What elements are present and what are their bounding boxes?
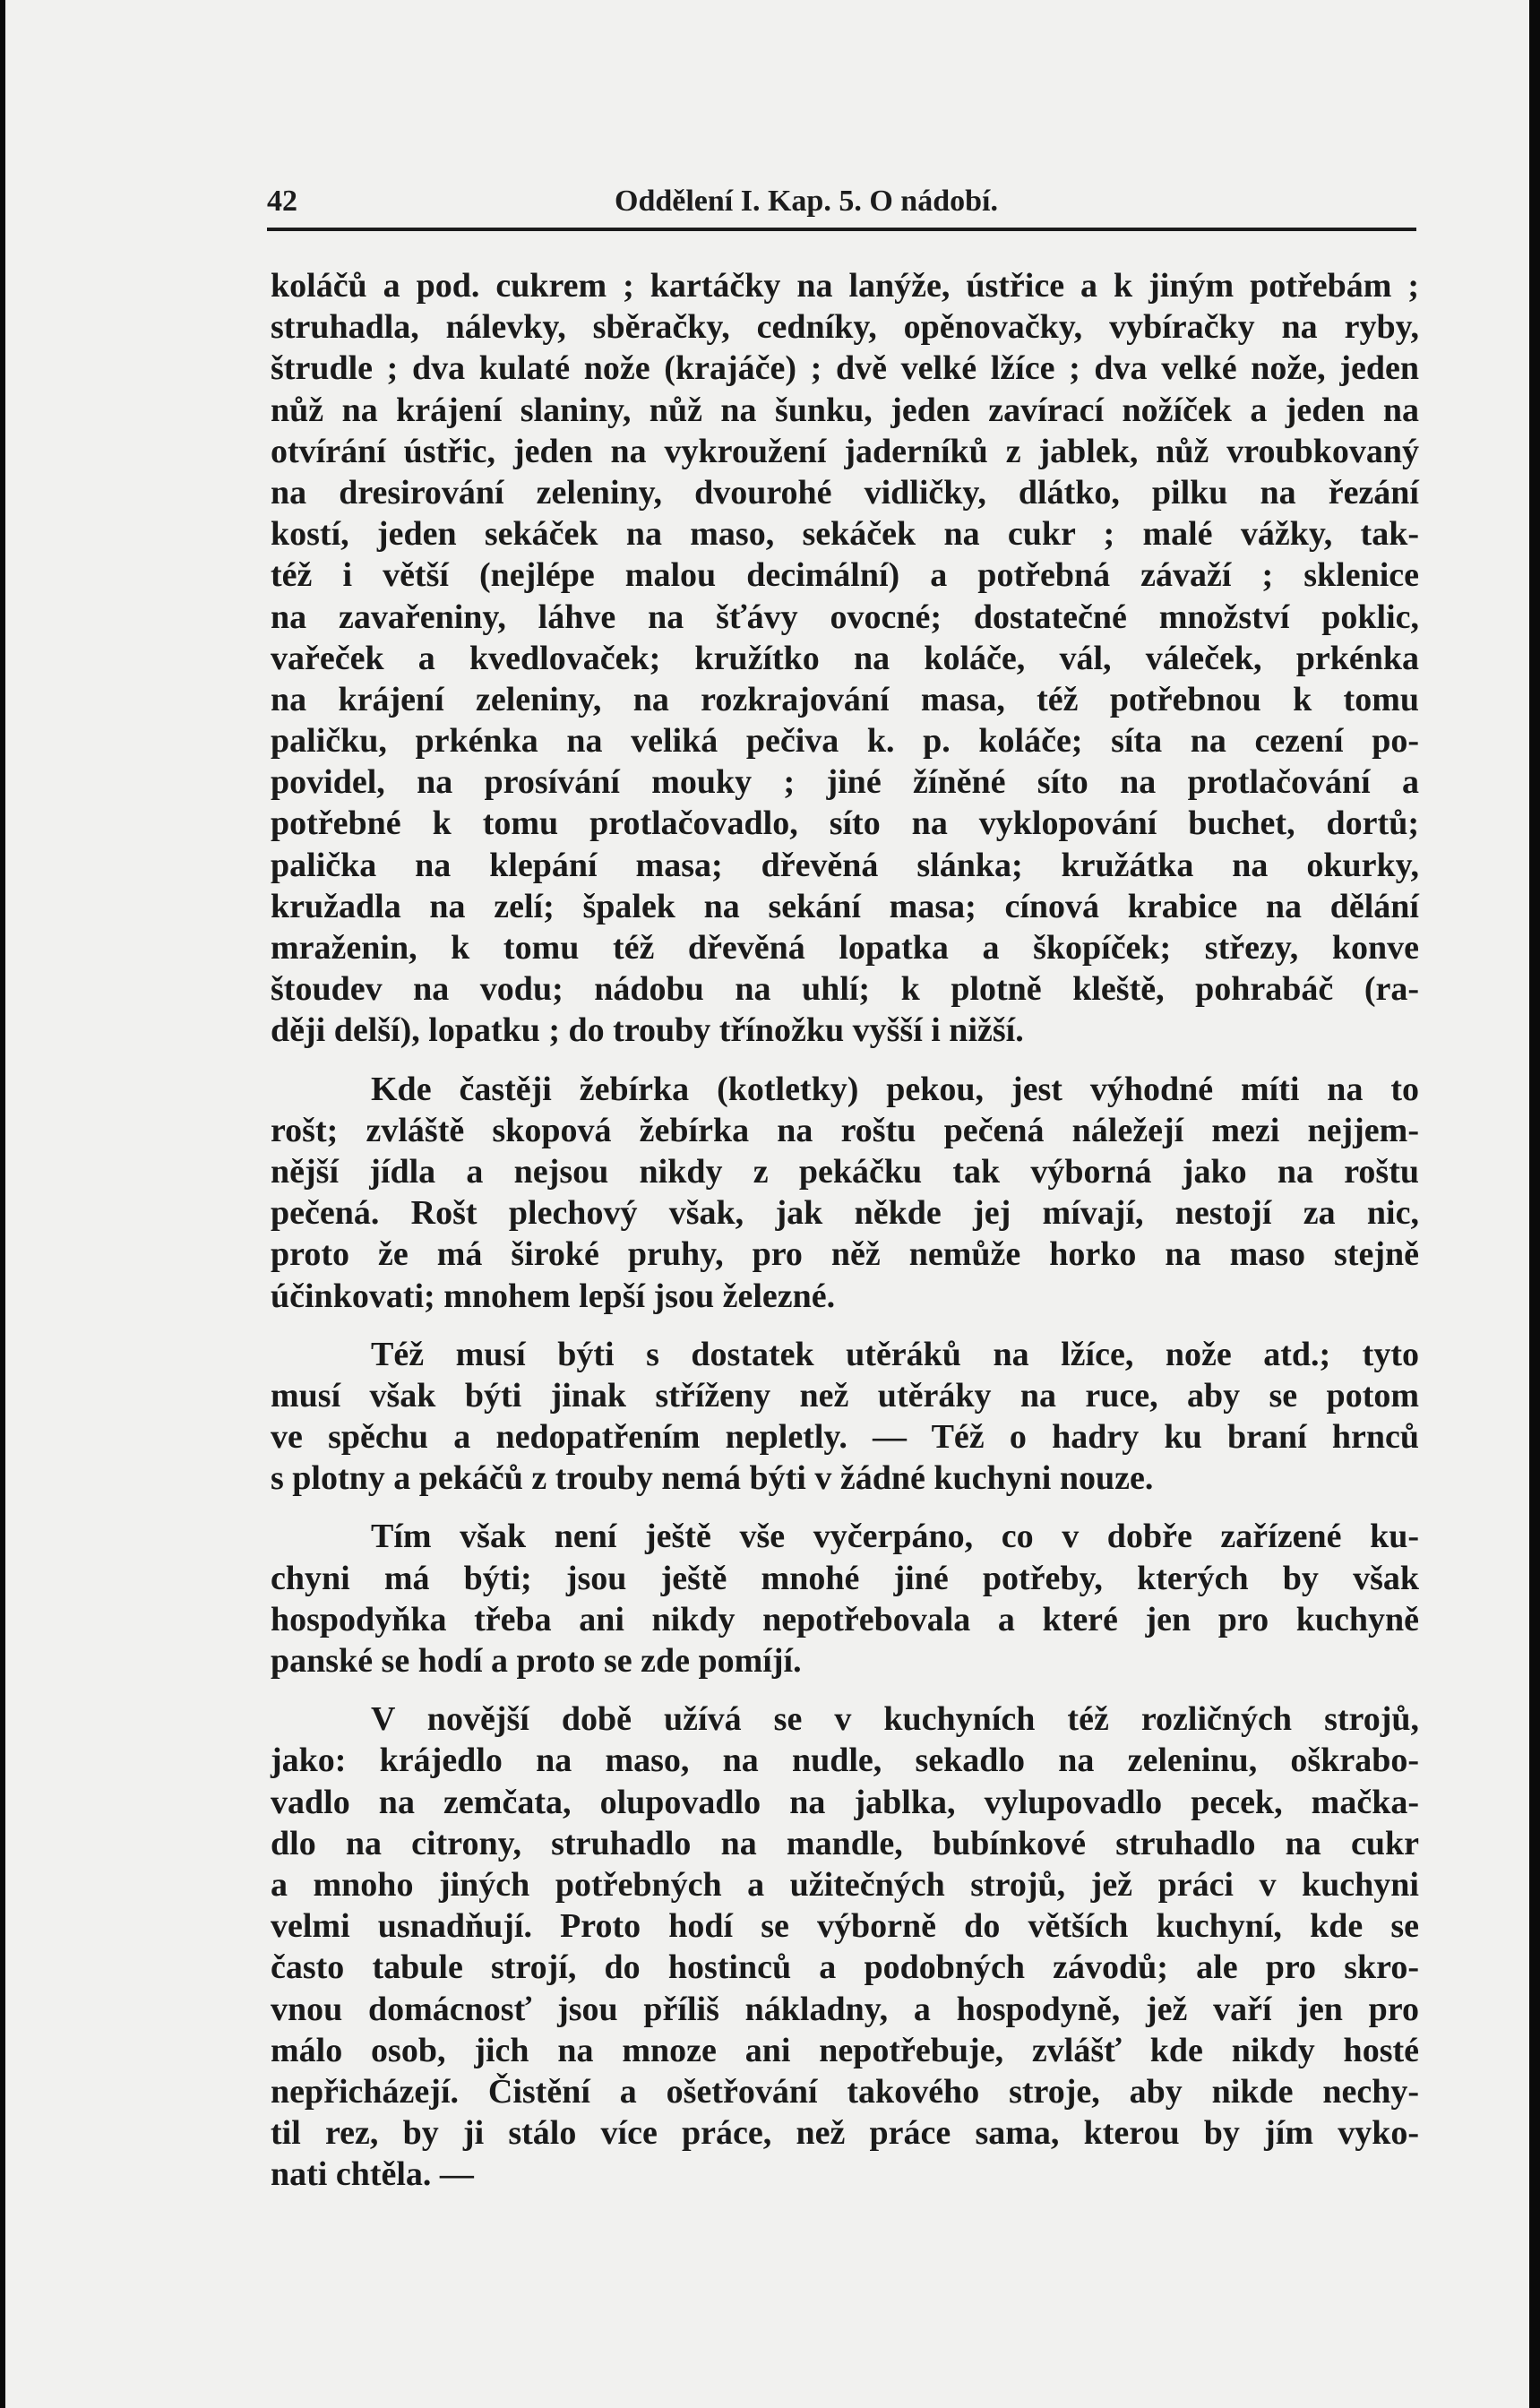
text-line-first: Kde častěji žebírka (kotletky) pekou, jest výhodné míti na to (371, 1070, 1419, 1108)
text-line: pečená. Rošt plechový však, jak někde jej mívají, nestojí za nic, (271, 1194, 1419, 1233)
text-line: vnou domácnosť jsou příliš nákladny, a hospodyně, jež vaří jen pro (271, 1990, 1419, 2028)
paragraph-towels (271, 1334, 1419, 1500)
page-number: 42 (267, 185, 297, 218)
paragraph-machines (271, 1698, 1419, 2195)
paragraph-grill (271, 1069, 1419, 1317)
text-line: palička na klepání masa; dřevěná slánka; kružátka na okurky, (271, 846, 1419, 884)
chapter-title: Oddělení I. Kap. 5. O nádobí. (615, 185, 998, 218)
text-line: mraženin, k tomu též dřevěná lopatka a škopíček; střezy, konve (271, 929, 1419, 967)
text-line-last: s plotny a pekáčů z trouby nemá býti v žádné kuchyni nouze. (271, 1459, 1154, 1498)
paragraph-utensils-list (271, 265, 1419, 1052)
text-line-first: Tím však není ještě vše vyčerpáno, co v dobře zařízené ku- (371, 1518, 1419, 1556)
text-line: a mnoho jiných potřebných a užitečných strojů, jež práci v kuchyni (271, 1865, 1419, 1904)
text-line: štoudev na vodu; nádobu na uhlí; k plotně kleště, pohrabáč (ra- (271, 970, 1419, 1009)
text-line: otvírání ústřic, jeden na vykroužení jaderníků z jablek, nůž vroubkovaný (271, 432, 1419, 470)
text-line: dlo na citrony, struhadlo na mandle, bubínkové struhadlo na cukr (271, 1824, 1419, 1862)
text-line: ve spěchu a nedopatřením nepletly. — Též o hadry ku braní hrnců (271, 1418, 1419, 1457)
text-line: koláčů a pod. cukrem ; kartáčky na lanýže, ústřice a k jiným potřebám ; (271, 267, 1419, 305)
text-line: nepřicházejí. Čistění a ošetřování takového stroje, aby nikde nechy- (271, 2072, 1419, 2111)
text-line: nější jídla a nejsou nikdy z pekáčku tak výborná jako na roštu (271, 1152, 1419, 1191)
text-line: paličku, prkénka na veliká pečiva k. p. koláče; síta na cezení po- (271, 722, 1419, 761)
text-line: rošt; zvláště skopová žebírka na roštu pečená náležejí mezi nejjem- (271, 1111, 1419, 1149)
text-line-last: účinkovati; mnohem lepší jsou železné. (271, 1277, 836, 1315)
paragraph-other-needs (271, 1516, 1419, 1681)
text-line: vařeček a kvedlovaček; kružítko na koláče, vál, váleček, prkénka (271, 639, 1419, 677)
text-line-last: panské se hodí a proto se zde pomíjí. (271, 1642, 802, 1680)
text-line-last: ději delší), lopatku ; do trouby třínožku vyšší i nižší. (271, 1011, 1024, 1050)
book-page (5, 0, 1529, 2408)
text-line: často tabule strojí, do hostinců a podobných závodů; ale pro skro- (271, 1948, 1419, 1987)
text-line: chyni má býti; jsou ještě mnohé jiné potřeby, kterých by však (271, 1559, 1419, 1597)
text-line: til rez, by ji stálo více práce, než práce sama, kterou by jím vyko- (271, 2114, 1419, 2153)
text-line: na dresirování zeleniny, dvourohé vidličky, dlátko, pilku na řezání (271, 473, 1419, 512)
text-line: musí však býti jinak stříženy než utěráky na ruce, aby se potom (271, 1376, 1419, 1415)
text-line: proto že má široké pruhy, pro něž nemůže horko na maso stejně (271, 1235, 1419, 1274)
text-line: povidel, na prosívání mouky ; jiné žíněné síto na protlačování a (271, 763, 1419, 802)
text-line: málo osob, jich na mnoze ani nepotřebuje, zvlášť kde nikdy hosté (271, 2031, 1419, 2069)
text-line: též i větší (nejlépe malou decimální) a potřebná závaží ; sklenice (271, 556, 1419, 595)
body-text (271, 265, 1419, 2195)
text-line-last: nati chtěla. — (271, 2155, 474, 2194)
text-line-first: Též musí býti s dostatek utěráků na lžíce, nože atd.; tyto (371, 1335, 1419, 1373)
text-line-first: V novější době užívá se v kuchyních též rozličných strojů, (371, 1700, 1419, 1739)
text-line: potřebné k tomu protlačovadlo, síto na vyklopování buchet, dortů; (271, 804, 1419, 843)
text-line: na krájení zeleniny, na rozkrajování masa, též potřebnou k tomu (271, 680, 1419, 718)
text-line: štrudle ; dva kulaté nože (krajáče) ; dvě velké lžíce ; dva velké nože, jeden (271, 349, 1419, 388)
text-line: velmi usnadňují. Proto hodí se výborně do větších kuchyní, kde se (271, 1907, 1419, 1946)
text-line: kružadla na zelí; špalek na sekání masa; cínová krabice na dělání (271, 887, 1419, 925)
text-line: nůž na krájení slaniny, nůž na šunku, jeden zavírací nožíček a jeden na (271, 391, 1419, 429)
running-head (267, 185, 1416, 231)
text-line: struhadla, nálevky, sběračky, cedníky, opěnovačky, vybíračky na ryby, (271, 308, 1419, 347)
text-line: kostí, jeden sekáček na maso, sekáček na cukr ; malé vážky, tak- (271, 515, 1419, 554)
text-line: vadlo na zemčata, olupovadlo na jablka, vylupovadlo pecek, mačka- (271, 1783, 1419, 1821)
text-line: hospodyňka třeba ani nikdy nepotřebovala a které jen pro kuchyně (271, 1600, 1419, 1638)
text-line: jako: krájedlo na maso, na nudle, sekadlo na zeleninu, oškrabo- (271, 1742, 1419, 1780)
text-line: na zavařeniny, láhve na šťávy ovocné; dostatečné množství poklic, (271, 598, 1419, 636)
